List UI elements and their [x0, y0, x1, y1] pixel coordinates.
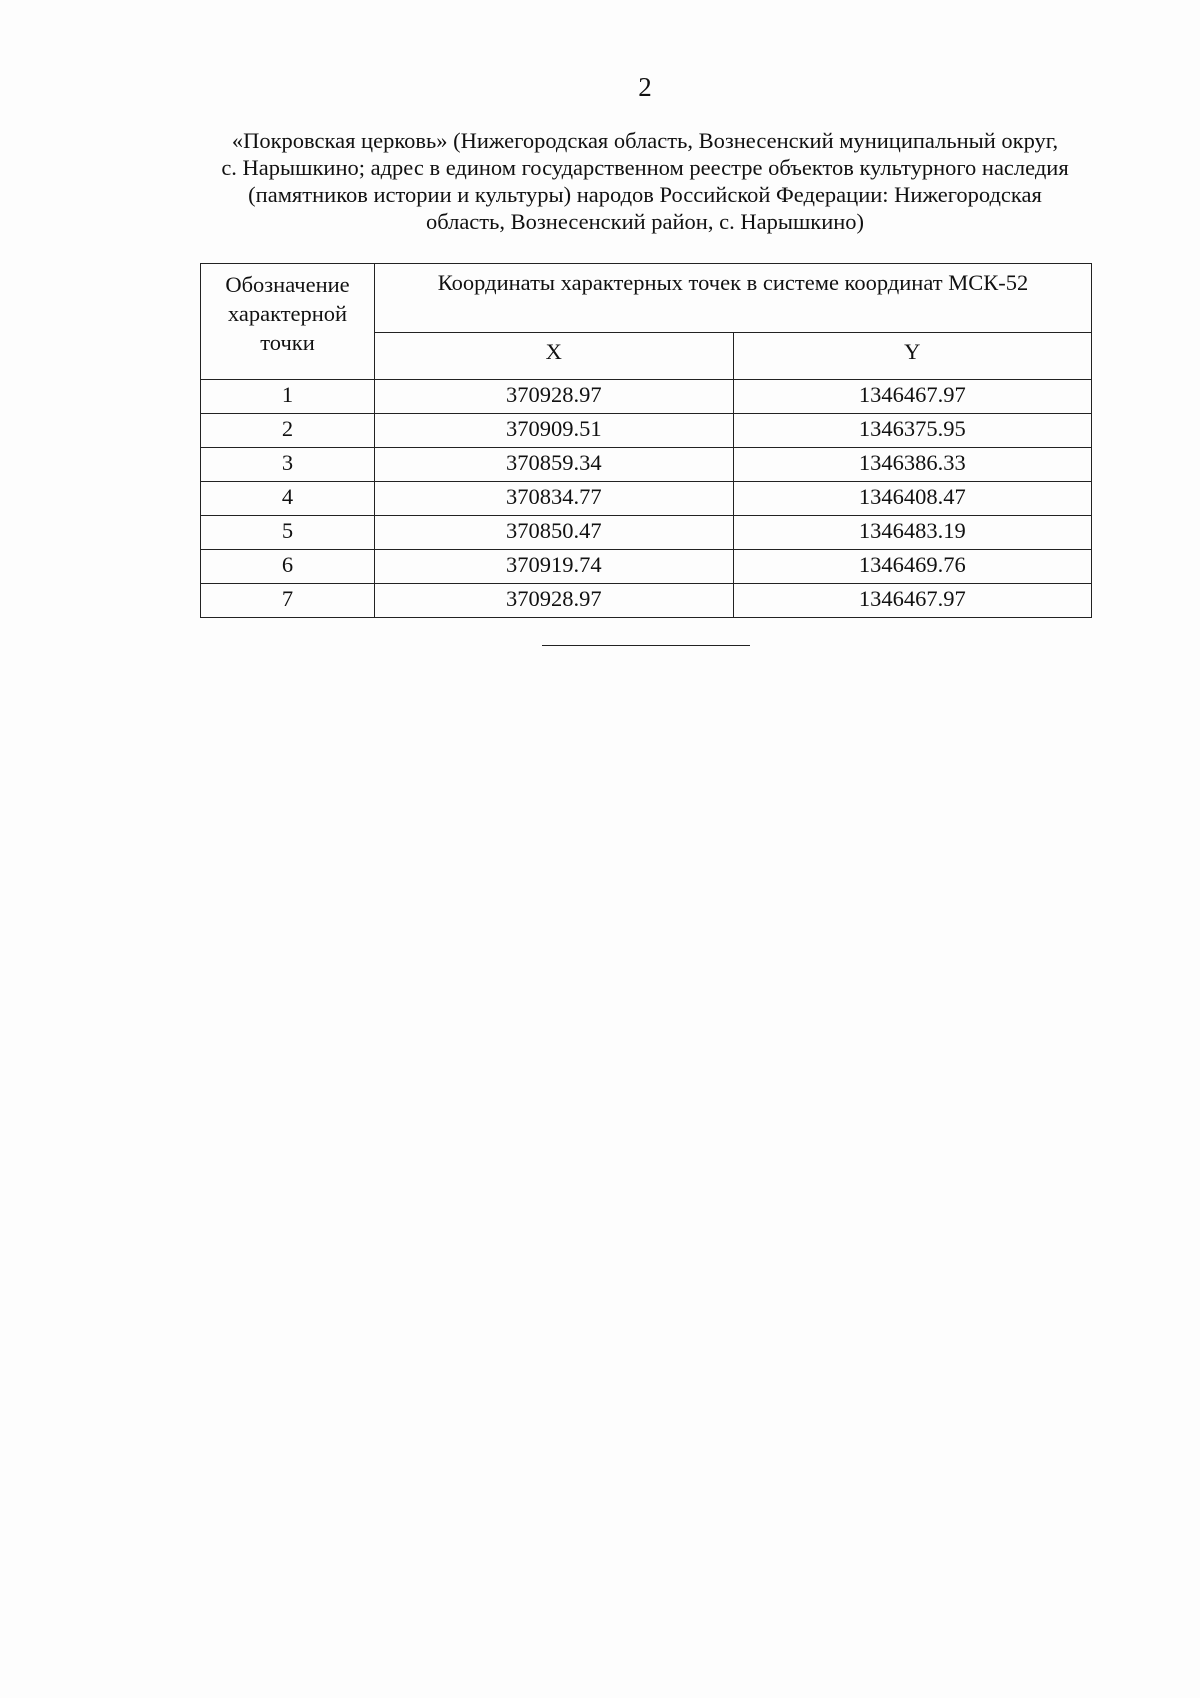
- table-row: [201, 550, 1092, 584]
- cell-point: 4: [201, 482, 375, 516]
- cell-point: 7: [201, 584, 375, 618]
- caption-line-2: с. Нарышкино; адрес в едином государственном реестре объектов культурного наследия: [221, 155, 1069, 180]
- cell-x: 370834.77: [375, 482, 734, 516]
- end-divider: [542, 645, 750, 646]
- cell-y: 1346469.76: [733, 550, 1092, 584]
- cell-y: 1346386.33: [733, 448, 1092, 482]
- page-number: 2: [638, 72, 652, 102]
- table-row: [201, 380, 1092, 414]
- header-coordinates-group: Координаты характерных точек в системе координат МСК-52: [375, 264, 1092, 333]
- cell-x: 370859.34: [375, 448, 734, 482]
- coordinates-table: [200, 263, 1092, 618]
- cell-y: 1346375.95: [733, 414, 1092, 448]
- table-row: [201, 414, 1092, 448]
- table-row: [201, 448, 1092, 482]
- header-x: X: [375, 333, 734, 380]
- object-caption: [170, 127, 1120, 235]
- cell-x: 370850.47: [375, 516, 734, 550]
- cell-y: 1346467.97: [733, 584, 1092, 618]
- cell-point: 5: [201, 516, 375, 550]
- cell-point: 6: [201, 550, 375, 584]
- caption-line-4: область, Вознесенский район, с. Нарышкино): [425, 209, 865, 234]
- header-point-designation: [201, 264, 375, 380]
- table-row: [201, 516, 1092, 550]
- cell-x: 370928.97: [375, 380, 734, 414]
- cell-point: 1: [201, 380, 375, 414]
- header-point-line-2: характерной: [227, 301, 348, 326]
- table-row: [201, 482, 1092, 516]
- caption-line-3: (памятников истории и культуры) народов Российской Федерации: Нижегородская: [248, 182, 1042, 207]
- caption-line-1: «Покровская церковь» (Нижегородская область, Вознесенский муниципальный округ,: [231, 128, 1059, 153]
- cell-point: 2: [201, 414, 375, 448]
- cell-x: 370909.51: [375, 414, 734, 448]
- table-row: [201, 584, 1092, 618]
- cell-point: 3: [201, 448, 375, 482]
- cell-x: 370928.97: [375, 584, 734, 618]
- header-y: Y: [733, 333, 1092, 380]
- cell-y: 1346408.47: [733, 482, 1092, 516]
- cell-x: 370919.74: [375, 550, 734, 584]
- header-point-line-3: точки: [260, 330, 315, 355]
- cell-y: 1346467.97: [733, 380, 1092, 414]
- header-point-line-1: Обозначение: [225, 272, 350, 297]
- cell-y: 1346483.19: [733, 516, 1092, 550]
